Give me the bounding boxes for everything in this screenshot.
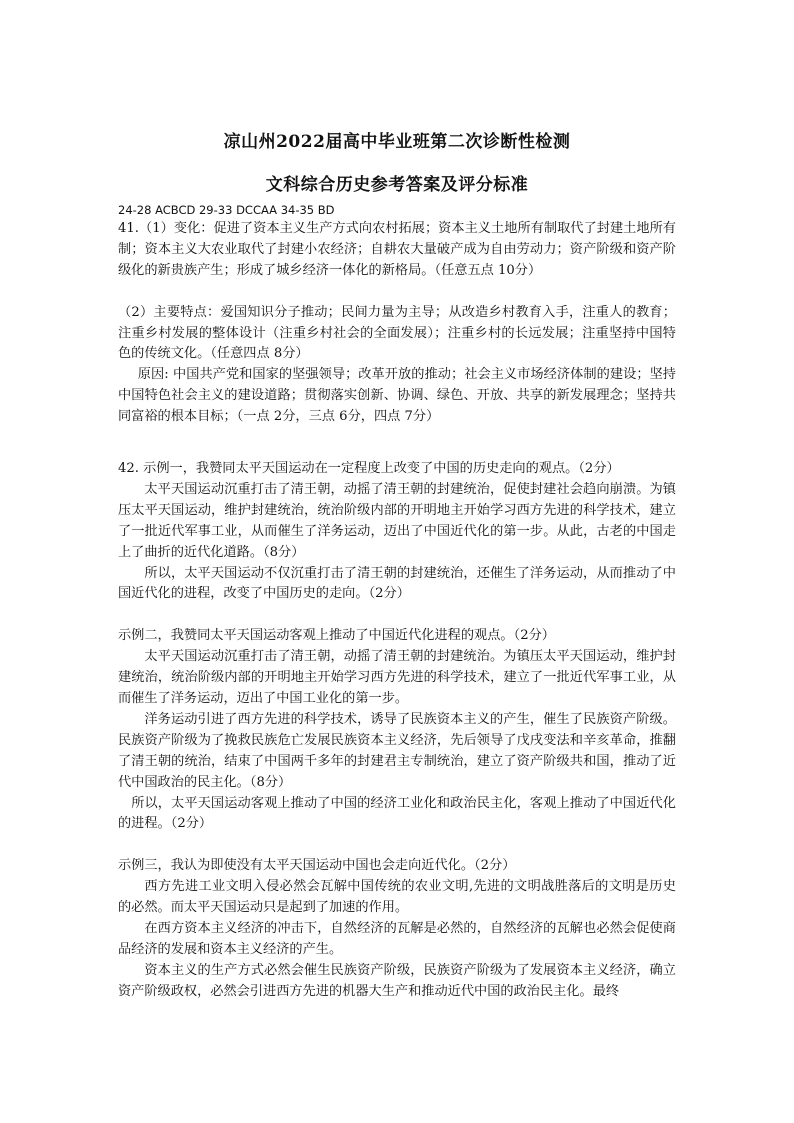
q42-example1-heading: 42. 示例一，我赞同太平天国运动在一定程度上改变了中国的历史走向的观点。（2分） [118,461,620,477]
spacer [118,428,676,459]
q42-example2-paragraph1: 太平天国运动沉重打击了清王朝，动摇了清王朝的封建统治。为镇压太平天国运动，维护封建统治，统治阶级内部的开明地主开始学习西方先进的科学技术，建立了一批近代军事工业，从而催生了洋务运动，迈出了中国工业化的第一步。 [118,649,676,706]
document-body [118,202,676,1003]
q42-example3-paragraph3: 资本主义的生产方式必然会催生民族资产阶级，民族资产阶级为了发展资本主义经济，确立资产阶级政权，必然会引进西方先进的机器大生产和推动近代中国的政治民主化。最终 [118,962,676,999]
spacer [118,605,676,626]
q42-example3-heading: 示例三，我认为即使没有太平天国运动中国也会走向近代化。（2分） [118,858,516,874]
multiple-choice-answers: 24-28 ACBCD 29-33 DCCAA 34-35 BD [118,203,335,217]
q42-example1-paragraph1: 太平天国运动沉重打击了清王朝，动摇了清王朝的封建统治，促使封建社会趋向崩溃。为镇压太平天国运动，维护封建统治，统治阶级内部的开明地主开始学习西方先进的科学技术，建立了一批近代军事工业，从而催生了洋务运动，迈出了中国近代化的第一步。从此，古老的中国走上了曲折的近代化道路。（8分） [118,481,676,560]
q42-example1-paragraph2: 所以，太平天国运动不仅沉重打击了清王朝的封建统治，还催生了洋务运动，从而推动了中国近代化的进程，改变了中国历史的走向。（2分） [118,565,676,602]
document-title: 凉山州2022届高中毕业班第二次诊断性检测 [223,132,571,152]
q42-example3-paragraph1: 西方先进工业文明入侵必然会瓦解中国传统的农业文明,先进的文明战胜落后的文明是历史的必然。而太平天国运动只是起到了加速的作用。 [118,879,676,916]
q41-part2-reasons: 原因: 中国共产党和国家的坚强领导；改革开放的推动；社会主义市场经济体制的建设；坚持中国特色社会主义的建设道路；贯彻落实创新、协调、绿色、开放、共享的新发展理念；坚持共同富裕的根本目标；（一点 2分，三点 6分，四点 7分） [118,367,676,425]
q42-example2-paragraph3: 所以，太平天国运动客观上推动了中国的经济工业化和政治民主化，客观上推动了中国近代化的进程。（2分） [118,795,676,832]
q41-part1: 41.（1）变化：促进了资本主义生产方式向农村拓展；资本主义土地所有制取代了封建土地所有制；资本主义大农业取代了封建小农经济；自耕农大量破产成为自由劳动力；资产阶级和资产阶级化的新贵族产生；形成了城乡经济一体化的新格局。（任意五点 10分） [118,221,676,278]
document-subtitle: 文科综合历史参考答案及评分标准 [265,175,529,195]
q41-part2-features: （2）主要特点：爱国知识分子推动；民间力量为主导；从改造乡村教育入手，注重人的教育；注重乡村发展的整体设计（注重乡村社会的全面发展）；注重乡村的长远发展；注重坚持中国特色的传统文化。（任意四点 8分） [118,304,676,362]
spacer [118,835,676,856]
q42-example2-heading: 示例二，我赞同太平天国运动客观上推动了中国近代化进程的观点。（2分） [118,628,555,644]
q42-example2-paragraph2: 洋务运动引进了西方先进的科学技术，诱导了民族资本主义的产生，催生了民族资产阶级。民族资产阶级为了挽救民族危亡发展民族资本主义经济，先后领导了戊戌变法和辛亥革命，推翻了清王朝的统治，结束了中国两千多年的封建君主专制统治，建立了资产阶级共和国，推动了近代中国政治的民主化。（8分） [118,711,676,790]
spacer [118,282,676,303]
q42-example3-paragraph2: 在西方资本主义经济的冲击下，自然经济的瓦解是必然的，自然经济的瓦解也必然会促使商品经济的发展和资本主义经济的产生。 [118,920,676,957]
